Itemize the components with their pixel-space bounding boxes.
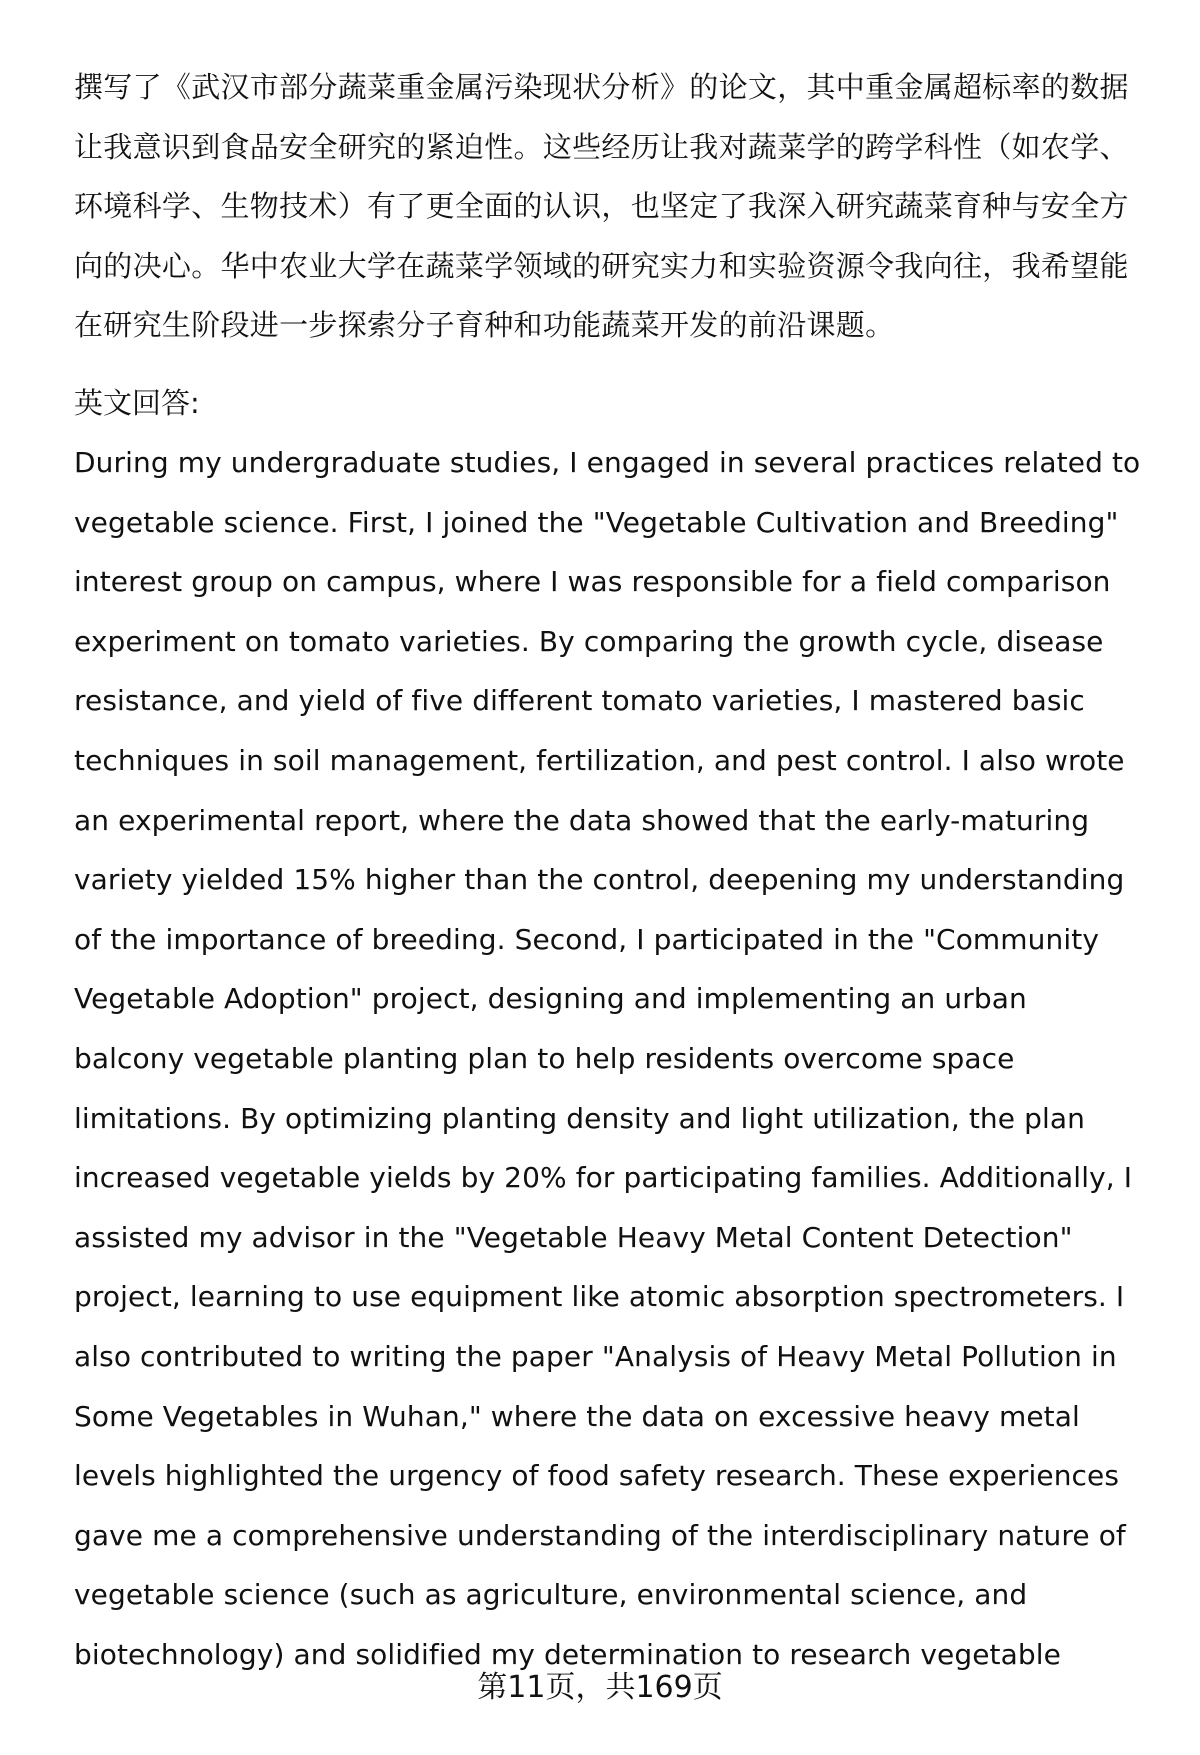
english-line: techniques in soil management, fertilization, and pest control. I also wrote — [74, 743, 1125, 777]
english-line: limitations. By optimizing planting density and light utilization, the plan — [74, 1101, 1085, 1135]
chinese-line: 让我意识到食品安全研究的紧迫性。这些经历让我对蔬菜学的跨学科性（如农学、 — [74, 129, 1129, 164]
english-line: variety yielded 15% higher than the control, deepening my understanding — [74, 863, 1125, 897]
english-line: balcony vegetable planting plan to help residents overcome space — [74, 1041, 1015, 1075]
english-line: assisted my advisor in the "Vegetable Heavy Metal Content Detection" — [74, 1220, 1073, 1254]
english-line: also contributed to writing the paper "Analysis of Heavy Metal Pollution in — [74, 1339, 1117, 1373]
english-line: Vegetable Adoption" project, designing and implementing an urban — [74, 982, 1027, 1016]
english-line: interest group on campus, where I was responsible for a field comparison — [74, 565, 1111, 599]
english-line: of the importance of breeding. Second, I participated in the "Community — [74, 922, 1099, 956]
english-line: levels highlighted the urgency of food safety research. These experiences — [74, 1459, 1120, 1493]
page-content — [74, 58, 1154, 1684]
english-line: vegetable science. First, I joined the "Vegetable Cultivation and Breeding" — [74, 505, 1119, 539]
english-paragraph — [74, 433, 1154, 1684]
chinese-line: 环境科学、生物技术）有了更全面的认识，也坚定了我深入研究蔬菜育种与安全方 — [74, 189, 1129, 223]
english-line: an experimental report, where the data showed that the early-maturing — [74, 803, 1090, 837]
english-line: During my undergraduate studies, I engaged in several practices related to — [74, 446, 1141, 479]
english-line: Some Vegetables in Wuhan," where the data on excessive heavy metal — [74, 1399, 1080, 1433]
page-number: 第11页，共169页 — [477, 1670, 723, 1705]
english-line: biotechnology) and solidified my determination to research vegetable — [74, 1637, 1061, 1671]
english-line: experiment on tomato varieties. By comparing the growth cycle, disease — [74, 624, 1104, 658]
chinese-line: 撰写了《武汉市部分蔬菜重金属污染现状分析》的论文，其中重金属超标率的数据 — [74, 70, 1129, 104]
english-line: increased vegetable yields by 20% for participating families. Additionally, I — [74, 1161, 1133, 1195]
english-line: project, learning to use equipment like atomic absorption spectrometers. I — [74, 1280, 1125, 1314]
chinese-line: 向的决心。华中农业大学在蔬菜学领域的研究实力和实验资源令我向往，我希望能 — [74, 248, 1129, 283]
english-line: vegetable science (such as agriculture, environmental science, and — [74, 1578, 1028, 1612]
chinese-paragraph — [74, 58, 1154, 356]
english-answer-label: 英文回答: — [74, 385, 200, 420]
english-line: gave me a comprehensive understanding of the interdisciplinary nature of — [74, 1518, 1126, 1552]
chinese-line: 在研究生阶段进一步探索分子育种和功能蔬菜开发的前沿课题。 — [74, 308, 895, 342]
english-line: resistance, and yield of five different tomato varieties, I mastered basic — [74, 684, 1085, 718]
